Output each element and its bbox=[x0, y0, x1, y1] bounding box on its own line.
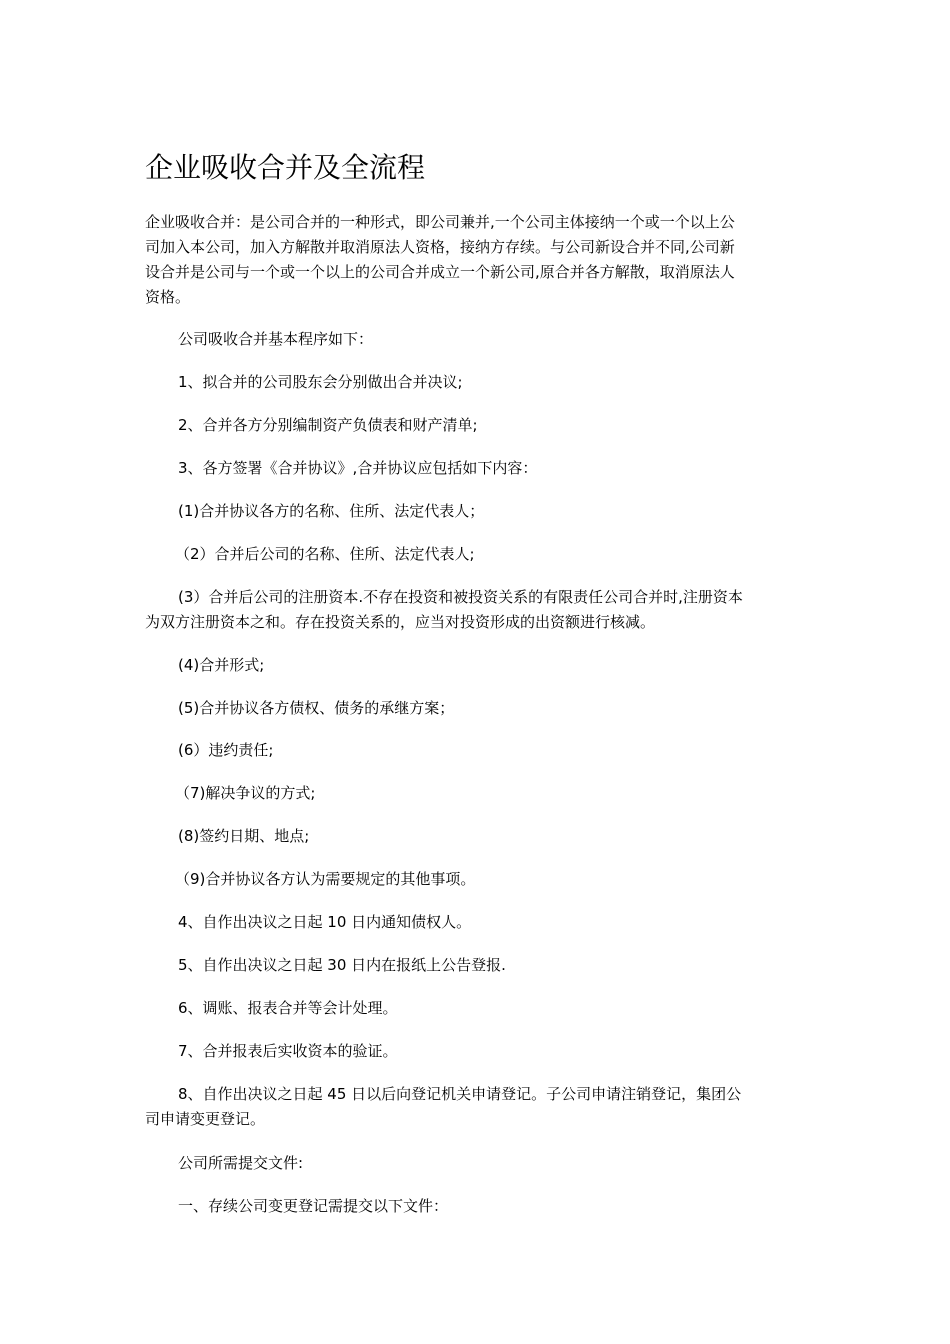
agreement-item-8: (8)签约日期、地点; bbox=[178, 827, 310, 845]
procedure-heading: 公司吸收合并基本程序如下： bbox=[178, 330, 374, 348]
agreement-item-2: （2）合并后公司的名称、住所、法定代表人; bbox=[175, 545, 475, 563]
step-8-line: 司申请变更登记。 bbox=[145, 1110, 266, 1128]
files-heading: 公司所需提交文件: bbox=[178, 1154, 304, 1172]
agreement-item-3 bbox=[145, 585, 809, 635]
item-3-line: (3）合并后公司的注册资本.不存在投资和被投资关系的有限责任公司合并时,注册资本 bbox=[178, 588, 743, 606]
step-2: 2、合并各方分别编制资产负债表和财产清单; bbox=[178, 416, 478, 434]
agreement-item-7: （7)解决争议的方式; bbox=[175, 784, 316, 802]
step-8-line: 8、自作出决议之日起 45 日以后向登记机关申请登记。子公司申请注销登记，集团公 bbox=[178, 1085, 742, 1103]
agreement-item-1: (1)合并协议各方的名称、住所、法定代表人； bbox=[178, 502, 485, 520]
step-5: 5、自作出决议之日起 30 日内在报纸上公告登报. bbox=[178, 956, 506, 974]
agreement-item-5: (5)合并协议各方债权、债务的承继方案； bbox=[178, 699, 455, 717]
step-6: 6、调账、报表合并等会计处理。 bbox=[178, 999, 398, 1017]
agreement-item-9: （9)合并协议各方认为需要规定的其他事项。 bbox=[175, 870, 476, 888]
step-8 bbox=[145, 1082, 809, 1132]
step-1: 1、拟合并的公司股东会分别做出合并决议; bbox=[178, 373, 463, 391]
intro-line: 设合并是公司与一个或一个以上的公司合并成立一个新公司,原合并各方解散，取消原法人 bbox=[145, 263, 735, 281]
item-3-line: 为双方注册资本之和。存在投资关系的，应当对投资形成的出资额进行核减。 bbox=[145, 613, 656, 631]
step-3: 3、各方签署《合并协议》,合并协议应包括如下内容： bbox=[178, 459, 538, 477]
step-7: 7、合并报表后实收资本的验证。 bbox=[178, 1042, 398, 1060]
intro-paragraph bbox=[145, 210, 809, 310]
agreement-item-4: (4)合并形式; bbox=[178, 656, 265, 674]
files-item-1: 一、存续公司变更登记需提交以下文件： bbox=[178, 1197, 449, 1215]
document-title: 企业吸收合并及全流程 bbox=[145, 151, 426, 184]
intro-line: 司加入本公司，加入方解散并取消原法人资格，接纳方存续。与公司新设合并不同,公司新 bbox=[145, 238, 735, 256]
step-4: 4、自作出决议之日起 10 日内通知债权人。 bbox=[178, 913, 472, 931]
intro-line: 企业吸收合并：是公司合并的一种形式，即公司兼并,一个公司主体接纳一个或一个以上公 bbox=[145, 213, 735, 231]
intro-line: 资格。 bbox=[145, 288, 191, 306]
agreement-item-6: (6）违约责任; bbox=[178, 741, 274, 759]
